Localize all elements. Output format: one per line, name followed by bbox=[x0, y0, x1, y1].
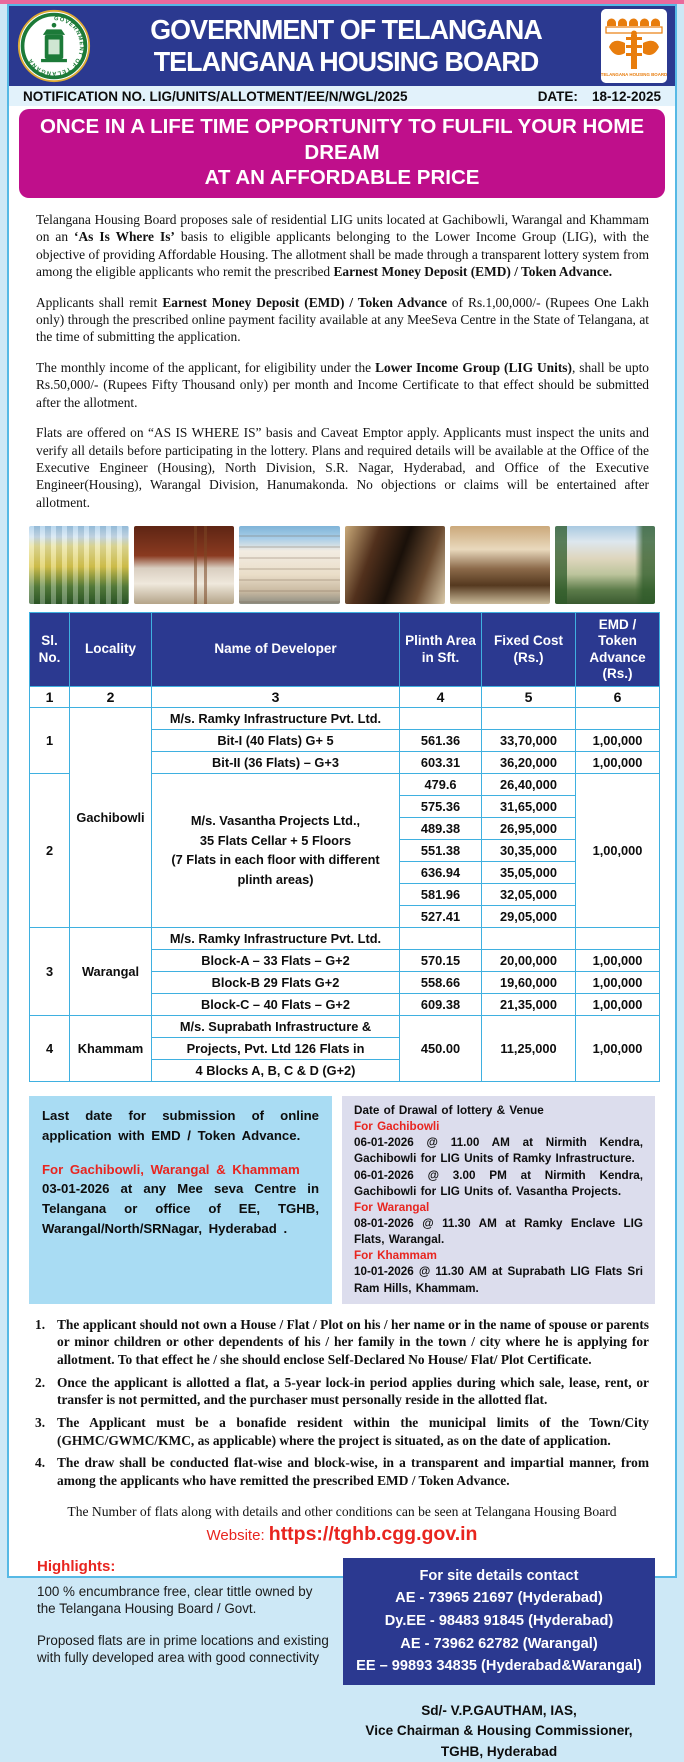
header-cost: Fixed Cost (Rs.) bbox=[482, 613, 576, 687]
g3-sl: 3 bbox=[30, 927, 70, 1015]
telangana-housing-board-logo-icon bbox=[601, 9, 667, 83]
drawal-box bbox=[342, 1096, 655, 1304]
website-url[interactable]: https://tghb.cgg.gov.in bbox=[268, 1522, 478, 1545]
col-num-3: 3 bbox=[152, 686, 400, 707]
notification-number: NOTIFICATION NO. LIG/UNITS/ALLOTMENT/EE/N/WGL/2025 bbox=[23, 89, 408, 104]
p2-bold-emd: Earnest Money Deposit (EMD) / Token Advance bbox=[162, 294, 448, 310]
g3-empty-cost bbox=[482, 927, 576, 949]
g2-r6-plinth: 581.96 bbox=[400, 883, 482, 905]
contact-signature-section bbox=[343, 1558, 655, 1762]
g1-bit2-plinth: 603.31 bbox=[400, 751, 482, 773]
notification-date bbox=[538, 89, 661, 104]
table-row bbox=[30, 1015, 660, 1037]
table-header-row bbox=[30, 613, 660, 687]
photo-kitchen-interior bbox=[345, 526, 445, 604]
drawal-gachibowli-line2: 06-01-2026 @ 3.00 PM at Nirmith Kendra, Gachibowli for LIG Units of. Vasantha Projects. bbox=[354, 1168, 643, 1198]
g1-empty-cost bbox=[482, 707, 576, 729]
highlights-section bbox=[29, 1558, 329, 1762]
g3-blockC-cost: 21,35,000 bbox=[482, 993, 576, 1015]
website-line bbox=[9, 1523, 675, 1546]
drawal-khammam-line1: 10-01-2026 @ 11.30 AM at Suprabath LIG Flats Sri Ram Hills, Khammam. bbox=[354, 1265, 643, 1295]
drawal-heading-khammam: For Khammam bbox=[354, 1249, 437, 1263]
p1-text: Telangana Housing Board proposes sale of residential LIG units located at Gachibowli, Warangal and Khammam on an bbox=[36, 211, 649, 245]
header-banner bbox=[9, 6, 675, 86]
property-photo-strip bbox=[9, 524, 675, 608]
drawal-title: Date of Drawal of lottery & Venue bbox=[354, 1103, 544, 1117]
g1-empty-emd bbox=[576, 707, 660, 729]
g3-blockA: Block-A – 33 Flats – G+2 bbox=[152, 949, 400, 971]
header-titles bbox=[97, 14, 595, 79]
website-label: Website: bbox=[206, 1526, 269, 1544]
paragraph-income bbox=[36, 359, 649, 411]
col-num-6: 6 bbox=[576, 686, 660, 707]
opportunity-banner bbox=[19, 109, 665, 198]
g3-blockB-cost: 19,60,000 bbox=[482, 971, 576, 993]
table-row bbox=[30, 707, 660, 729]
header-plinth: Plinth Area in Sft. bbox=[400, 613, 482, 687]
signature-designation: Vice Chairman & Housing Commissioner, TGHB, Hyderabad bbox=[365, 1723, 633, 1759]
header-emd: EMD / Token Advance (Rs.) bbox=[576, 613, 660, 687]
g1-bit1: Bit-I (40 Flats) G+ 5 bbox=[152, 729, 400, 751]
p3-bold-lig: Lower Income Group (LIG Units) bbox=[375, 359, 572, 375]
col-num-4: 4 bbox=[400, 686, 482, 707]
g2-r5-plinth: 636.94 bbox=[400, 861, 482, 883]
g3-empty-plinth bbox=[400, 927, 482, 949]
g2-r3-cost: 26,95,000 bbox=[482, 817, 576, 839]
units-table bbox=[29, 612, 660, 1082]
g3-dev-header: M/s. Ramky Infrastructure Pvt. Ltd. bbox=[152, 927, 400, 949]
photo-yellow-apartment-towers bbox=[29, 526, 129, 604]
g2-developer bbox=[152, 773, 400, 927]
g3-blockA-emd: 1,00,000 bbox=[576, 949, 660, 971]
photo-living-room-interior bbox=[134, 526, 234, 604]
locality-gachibowli: Gachibowli bbox=[70, 707, 152, 927]
last-date-heading: For Gachibowli, Warangal & Khammam bbox=[42, 1161, 300, 1177]
g2-r7-plinth: 527.41 bbox=[400, 905, 482, 927]
conditions-list bbox=[33, 1316, 649, 1495]
highlights-heading: Highlights: bbox=[37, 1557, 116, 1575]
info-boxes bbox=[29, 1096, 655, 1304]
highlight-item-2: Proposed flats are in prime locations and existing with fully developed area with good connectivity bbox=[37, 1632, 329, 1666]
g2-r7-cost: 29,05,000 bbox=[482, 905, 576, 927]
p1-bold-emd: Earnest Money Deposit (EMD) / Token Advance. bbox=[333, 264, 613, 280]
g2-dev-line2: 35 Flats Cellar + 5 Floors bbox=[199, 832, 352, 848]
contact-title: For site details contact bbox=[419, 1567, 579, 1584]
date-label: DATE: bbox=[537, 89, 578, 104]
g1-bit2-cost: 36,20,000 bbox=[482, 751, 576, 773]
column-number-row bbox=[30, 686, 660, 707]
locality-khammam: Khammam bbox=[70, 1015, 152, 1081]
g1-bit2: Bit-II (36 Flats) – G+3 bbox=[152, 751, 400, 773]
g2-r4-cost: 30,35,000 bbox=[482, 839, 576, 861]
g2-r2-plinth: 575.36 bbox=[400, 795, 482, 817]
contact-line-2: Dy.EE - 98483 91845 (Hyderabad) bbox=[384, 1613, 614, 1630]
g2-r2-cost: 31,65,000 bbox=[482, 795, 576, 817]
notification-bar bbox=[9, 86, 675, 106]
g2-r1-plinth: 479.6 bbox=[400, 773, 482, 795]
g2-sl: 2 bbox=[30, 773, 70, 927]
g2-r1-cost: 26,40,000 bbox=[482, 773, 576, 795]
p1-text2: basis to eligible applicants belonging to the Lower Income Group (LIG), with the objective of providing Affordable Housing. The allotment shall be made through a transparent lottery system from among the eligible applicants who remit the prescribed bbox=[36, 229, 649, 280]
photo-white-apartment-building bbox=[239, 526, 339, 604]
col-num-5: 5 bbox=[482, 686, 576, 707]
g4-plinth: 450.00 bbox=[400, 1015, 482, 1081]
footer-note: The Number of flats along with details and other conditions can be seen at Telangana Housing Board bbox=[67, 1503, 617, 1519]
p1-bold-as-is: ‘As Is Where Is’ bbox=[74, 229, 175, 245]
g1-bit1-emd: 1,00,000 bbox=[576, 729, 660, 751]
photo-apartment-complex-palms bbox=[555, 526, 655, 604]
condition-3: The Applicant must be a bonafide resident within the municipal limits of the Town/City (GHMC/GWMC/KMC, as applicable) where the project is situated, as on the date of application. bbox=[57, 1415, 649, 1448]
condition-4: The draw shall be conducted flat-wise and block-wise, in a transparent and impartial manner, from among the applicants who have remitted the prescribed EMD / Token Advance. bbox=[57, 1455, 649, 1489]
g2-r4-plinth: 551.38 bbox=[400, 839, 482, 861]
g1-bit1-cost: 33,70,000 bbox=[482, 729, 576, 751]
thb-logo-caption: TELANGANA HOUSING BOARD bbox=[601, 72, 667, 77]
g2-r5-cost: 35,05,000 bbox=[482, 861, 576, 883]
g4-dev-line2: Projects, Pvt. Ltd 126 Flats in bbox=[152, 1037, 400, 1059]
g3-blockB: Block-B 29 Flats G+2 bbox=[152, 971, 400, 993]
g3-blockC-emd: 1,00,000 bbox=[576, 993, 660, 1015]
header-locality: Locality bbox=[70, 613, 152, 687]
last-date-box bbox=[29, 1096, 332, 1304]
date-value: 18-12-2025 bbox=[591, 89, 661, 104]
p3-text: The monthly income of the applicant, for eligibility under the bbox=[36, 359, 376, 375]
g1-sl: 1 bbox=[30, 707, 70, 773]
g3-blockC-plinth: 609.38 bbox=[400, 993, 482, 1015]
bottom-section bbox=[29, 1558, 655, 1762]
g3-blockB-emd: 1,00,000 bbox=[576, 971, 660, 993]
locality-warangal: Warangal bbox=[70, 927, 152, 1015]
g4-cost: 11,25,000 bbox=[482, 1015, 576, 1081]
g2-dev-line1: M/s. Vasantha Projects Ltd., bbox=[190, 812, 361, 828]
signature-name: Sd/- V.P.GAUTHAM, IAS, bbox=[421, 1702, 577, 1718]
banner-line2: AT AN AFFORDABLE PRICE bbox=[204, 166, 480, 190]
g2-dev-line4: plinth areas) bbox=[237, 872, 314, 888]
drawal-gachibowli-line1: 06-01-2026 @ 11.00 AM at Nirmith Kendra, Gachibowli for LIG Units of Ramky Infrastructure. bbox=[354, 1136, 643, 1166]
p3-text2: , shall be upto Rs.50,000/- (Rupees Fifty Thousand only) per month and Income Certificate to that effect should be submitted after the allotment. bbox=[36, 359, 649, 410]
site-contact-box bbox=[343, 1558, 655, 1685]
last-date-body: 03-01-2026 at any Mee seva Centre in Telangana or office of EE, TGHB, Warangal/North/SRNagar, Hyderabad . bbox=[42, 1181, 319, 1236]
g3-blockA-cost: 20,00,000 bbox=[482, 949, 576, 971]
table-row bbox=[30, 927, 660, 949]
p2-text: Applicants shall remit bbox=[36, 294, 163, 310]
condition-1: The applicant should not own a House / Flat / Plot on his / her name or in the name of spouse or parents or minor children or other dependents of his / her family in the town / city where he is applying for allotment. To that effect he / she should enclose Self-Declared No House/ Flat/ Plot Certificate. bbox=[57, 1316, 649, 1368]
contact-line-1: AE - 73965 21697 (Hyderabad) bbox=[395, 1590, 603, 1607]
govt-telangana-emblem-icon bbox=[17, 9, 91, 83]
g2-r3-plinth: 489.38 bbox=[400, 817, 482, 839]
g1-empty-plinth bbox=[400, 707, 482, 729]
signature-block bbox=[343, 1701, 655, 1762]
notification-page bbox=[7, 4, 677, 1759]
drawal-warangal-line1: 08-01-2026 @ 11.30 AM at Ramky Enclave LIG Flats, Warangal. bbox=[354, 1216, 643, 1247]
last-date-title: Last date for submission of online application with EMD / Token Advance. bbox=[42, 1107, 319, 1143]
header-developer: Name of Developer bbox=[152, 613, 400, 687]
paragraph-proposal bbox=[36, 211, 649, 281]
title-board: TELANGANA HOUSING BOARD bbox=[153, 46, 539, 77]
condition-2: Once the applicant is allotted a flat, a 5-year lock-in period applies during which sale, lease, rent, or transfer is not permitted, and the purchaser must personally reside in the allotted flat. bbox=[57, 1374, 649, 1408]
col-num-2: 2 bbox=[70, 686, 152, 707]
g4-dev-line3: 4 Blocks A, B, C & D (G+2) bbox=[152, 1059, 400, 1081]
col-num-1: 1 bbox=[30, 686, 70, 707]
photo-bedroom-interior bbox=[450, 526, 550, 604]
g1-bit2-emd: 1,00,000 bbox=[576, 751, 660, 773]
g3-empty-emd bbox=[576, 927, 660, 949]
emblem-ring-text: GOVERNMENT OF TELANGANA bbox=[27, 15, 84, 76]
paragraph-as-is: Flats are offered on “AS IS WHERE IS” basis and Caveat Emptor apply. Applicants must inspect the units and verify all details before participating in the lottery. Plans and required details will be available at the Office of the Executive Engineer (Housing), North Division, S.R. Nagar, Hyderabad, and Office of the Executive Engineer(Housing), Warangal Division, Hanumakonda. No objections or claims will be entertained after allotment. bbox=[36, 425, 649, 510]
drawal-heading-gachibowli: For Gachibowli bbox=[354, 1120, 440, 1134]
g1-dev-header: M/s. Ramky Infrastructure Pvt. Ltd. bbox=[152, 707, 400, 729]
p2-text2: of Rs.1,00,000/- (Rupees One Lakh only) through the prescribed online payment facility available at any MeeSeva Centre in the State of Telangana, at the time of submitting the application. bbox=[36, 294, 649, 345]
g3-blockA-plinth: 570.15 bbox=[400, 949, 482, 971]
g4-dev-line1: M/s. Suprabath Infrastructure & bbox=[152, 1015, 400, 1037]
header-sl-no: Sl. No. bbox=[30, 613, 70, 687]
g2-r6-cost: 32,05,000 bbox=[482, 883, 576, 905]
drawal-heading-warangal: For Warangal bbox=[354, 1200, 430, 1214]
g2-dev-line3: (7 Flats in each floor with different bbox=[171, 852, 380, 868]
highlight-item-1: 100 % encumbrance free, clear tittle owned by the Telangana Housing Board / Govt. bbox=[37, 1583, 313, 1617]
contact-line-4: EE – 99893 34835 (Hyderabad&Warangal) bbox=[356, 1658, 642, 1675]
paragraph-emd bbox=[36, 294, 649, 346]
g2-emd: 1,00,000 bbox=[576, 773, 660, 927]
intro-paragraphs bbox=[9, 205, 675, 524]
contact-line-3: AE - 73962 62782 (Warangal) bbox=[400, 1635, 598, 1652]
g3-blockC: Block-C – 40 Flats – G+2 bbox=[152, 993, 400, 1015]
title-government: GOVERNMENT OF TELANGANA bbox=[150, 13, 542, 45]
g4-sl: 4 bbox=[30, 1015, 70, 1081]
banner-line1: ONCE IN A LIFE TIME OPPORTUNITY TO FULFIL YOUR HOME DREAM bbox=[39, 115, 645, 164]
g4-emd: 1,00,000 bbox=[576, 1015, 660, 1081]
g3-blockB-plinth: 558.66 bbox=[400, 971, 482, 993]
g1-bit1-plinth: 561.36 bbox=[400, 729, 482, 751]
